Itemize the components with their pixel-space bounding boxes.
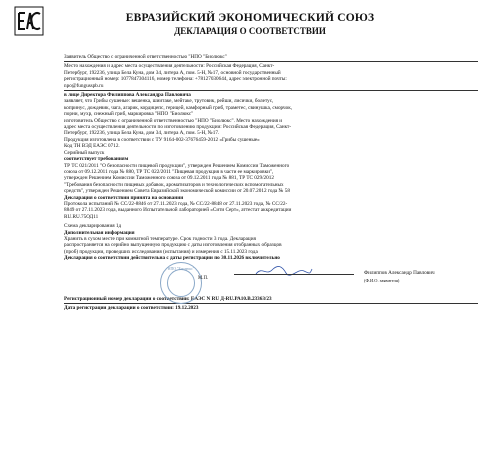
body-line: Петербург, 192236, улица Бела Куна, дом 34, литера А, пом. 5-Н, №17.: [64, 130, 220, 137]
union-title: ЕВРАЗИЙСКИЙ ЭКОНОМИЧЕСКИЙ СОЮЗ: [125, 12, 375, 24]
body-line: Схема декларирования 1д: [64, 223, 122, 230]
body-line: распространяется на серийно выпущенную продукцию с даты изготовления отобранных образцов: [64, 242, 282, 249]
signature-block: [64, 266, 478, 296]
declaration-body: [64, 54, 478, 311]
divider: [64, 303, 478, 304]
body-line: союза от 09.12.2011 года № 880, ТР ТС 022/2011 "Пищевая продукция в части ее маркировки",: [64, 168, 274, 175]
company-stamp: [160, 262, 202, 304]
mp-label: М.П.: [198, 275, 209, 281]
body-line: "Требования безопасности пищевых добавок, ароматизаторов и технологических вспомогательных: [64, 181, 284, 188]
body-line: Протокола испытаний № СС/22-8846 от 27.11.2023 года, № СС/22-8848 от 27.11.2023 года, № СС/22-: [64, 200, 288, 207]
representative-line: в лице Директора Филиппова Александра Павловича: [64, 92, 191, 99]
signature-line: [234, 274, 354, 275]
body-line: заявляет, что Грибы сушеные: вешенка, шиитаке, мейтаке, трутовик, рейши, лисички, болетус,: [64, 98, 274, 105]
body-line: (проб) продукции, проведших исследования (испытания) и измерения с 15.11.2023 года: [64, 248, 258, 255]
divider: [64, 90, 478, 91]
registration-number: Регистрационный номер декларации о соответствии: ЕАЭС N RU Д-RU.РА10.В.23363/23: [64, 295, 272, 302]
section-heading: Декларация о соответствии принята на основании: [64, 194, 184, 201]
signer-caption: (Ф.И.О. заявителя): [364, 277, 400, 283]
handwritten-signature-icon: [254, 264, 314, 278]
signer-name: Филиппов Александр Павлович: [364, 269, 435, 276]
body-line: Код ТН ВЭД ЕАЭС 0712.: [64, 143, 120, 150]
contact-email: npo@fungusspb.ru: [64, 82, 104, 89]
body-line: копринус, дождевик, чага, агарик, кордицепс, герицей, камфорный гриб, траметес, свинушка, сморчок,: [64, 104, 293, 111]
body-line: 8849 от 27.11.2023 года, выданного Испытательной лабораторией «Сити Серт», аттестат аккредитации: [64, 207, 292, 214]
section-heading: Дополнительная информация: [64, 229, 135, 236]
body-line: Продукция изготовлена в соответствии с ТУ 9164-002-37676459-2012 «Грибы сушеные»: [64, 136, 260, 143]
body-line: утвержден Решением Комиссии Таможенного союза от 09.12.2011 года № 881, ТР ТС 029/2012: [64, 175, 274, 182]
body-line: Место нахождения и адрес места осуществления деятельности: Российская Федерация, Санкт-: [64, 63, 275, 70]
body-line: Заявитель Общество с ограниченной ответственностью "НПО "Биолюкс": [64, 54, 227, 60]
registration-date: Дата регистрации декларации о соответствии: 19.12.2023: [64, 305, 199, 311]
validity-line: Декларация о соответствии действительна с даты регистрации по 30.11.2026 включительно: [64, 255, 280, 262]
body-line: Петербург, 192236, улица Бела Куна, дом 34, литера А, пом. 5-Н, №17, основной государственный: [64, 69, 281, 76]
section-heading: соответствует требованиям: [64, 156, 129, 163]
body-line: средств", утвержден Решением Совета Евразийской экономической комиссии от 20.07.2012 года № 58: [64, 188, 290, 195]
stamp-text: НПО "Биолюкс": [167, 266, 195, 271]
body-line: адрес места осуществления деятельности по изготовлению продукции: Российская Федерация, Санкт-: [64, 124, 292, 131]
body-line: Серийный выпуск: [64, 149, 105, 156]
divider: [64, 61, 478, 62]
body-line: ТР ТС 021/2011 "О безопасности пищевой продукции", утвержден Решением Комиссии Таможенного: [64, 162, 290, 169]
stamp-center: [167, 269, 195, 297]
body-line: порни, мухр, снежный гриб, маркировка "НПО "Биолюкс": [64, 111, 194, 118]
body-line: RU.RU.75ОД11: [64, 213, 99, 220]
body-line: изготовитель Общество с ограниченной ответственностью "НПО "Биолюкс". Место нахождения и: [64, 117, 283, 124]
declaration-title: ДЕКЛАРАЦИЯ О СООТВЕТСТВИИ: [174, 26, 326, 36]
body-line: Хранить в сухом месте при комнатной температуре. Срок годности 3 года. Декларация: [64, 235, 256, 242]
body-line: регистрационный номер: 1077847304116, номер телефона: +78127030644, адрес электронной почты:: [64, 76, 287, 83]
